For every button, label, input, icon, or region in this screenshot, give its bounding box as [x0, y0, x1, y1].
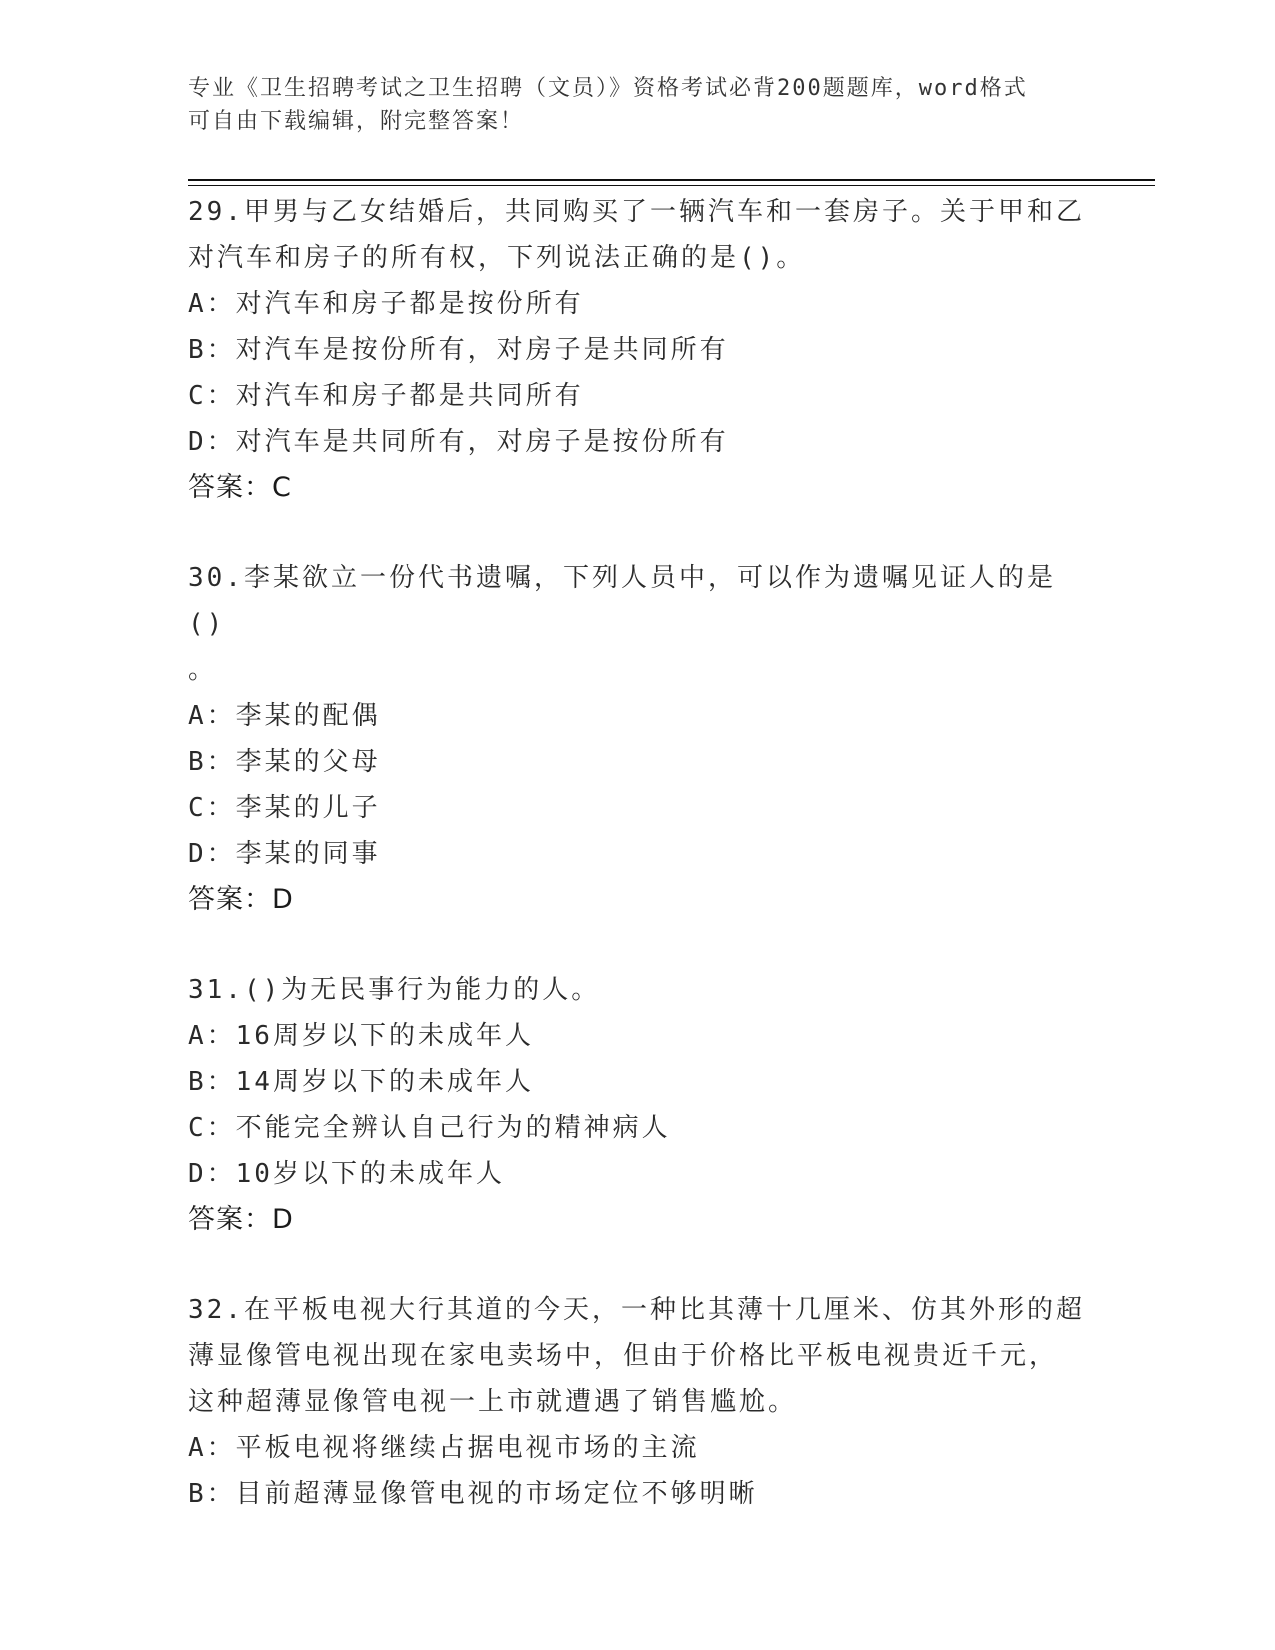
option-a: A：平板电视将继续占据电视市场的主流 [188, 1433, 700, 1463]
option-a: A：对汽车和房子都是按份所有 [188, 289, 584, 319]
question-stem-line: 29.甲男与乙女结婚后，共同购买了一辆汽车和一套房子。关于甲和乙 [188, 197, 1085, 227]
question-32 [188, 1287, 1088, 1517]
question-30 [188, 555, 1088, 923]
option-d: D：对汽车是共同所有，对房子是按份所有 [188, 427, 729, 457]
header-line-1: 专业《卫生招聘考试之卫生招聘（文员）》资格考试必背200题题库，word格式 [188, 76, 1028, 101]
header-line-2: 可自由下载编辑，附完整答案！ [188, 109, 525, 134]
question-list [188, 189, 1088, 1517]
option-a: A：16周岁以下的未成年人 [188, 1021, 534, 1051]
option-c: C：不能完全辨认自己行为的精神病人 [188, 1113, 671, 1143]
option-d: D：10岁以下的未成年人 [188, 1159, 505, 1189]
option-d: D：李某的同事 [188, 839, 381, 869]
question-stem-line: 这种超薄显像管电视一上市就遭遇了销售尴尬。 [188, 1387, 798, 1417]
option-c: C：对汽车和房子都是共同所有 [188, 381, 584, 411]
option-b: B：李某的父母 [188, 747, 381, 777]
question-stem-line: 薄显像管电视出现在家电卖场中，但由于价格比平板电视贵近千元， [188, 1341, 1059, 1371]
answer-line: 答案：C [188, 472, 292, 503]
question-29 [188, 189, 1088, 511]
answer-line: 答案：D [188, 884, 294, 915]
question-stem-line: 30.李某欲立一份代书遗嘱，下列人员中，可以作为遗嘱见证人的是() [188, 563, 1056, 639]
question-stem-line: 32.在平板电视大行其道的今天，一种比其薄十几厘米、仿其外形的超 [188, 1295, 1085, 1325]
document-header [188, 72, 1068, 138]
header-divider-thin [188, 185, 1155, 186]
option-c: C：李某的儿子 [188, 793, 381, 823]
question-stem-line: 31.()为无民事行为能力的人。 [188, 975, 601, 1005]
question-stem-line: 。 [188, 655, 218, 685]
question-31 [188, 967, 1088, 1243]
header-divider-thick [188, 179, 1155, 181]
question-stem-line: 对汽车和房子的所有权，下列说法正确的是()。 [188, 243, 806, 273]
option-b: B：对汽车是按份所有，对房子是共同所有 [188, 335, 729, 365]
option-b: B：目前超薄显像管电视的市场定位不够明晰 [188, 1479, 758, 1509]
option-a: A：李某的配偶 [188, 701, 381, 731]
answer-line: 答案：D [188, 1204, 294, 1235]
option-b: B：14周岁以下的未成年人 [188, 1067, 534, 1097]
